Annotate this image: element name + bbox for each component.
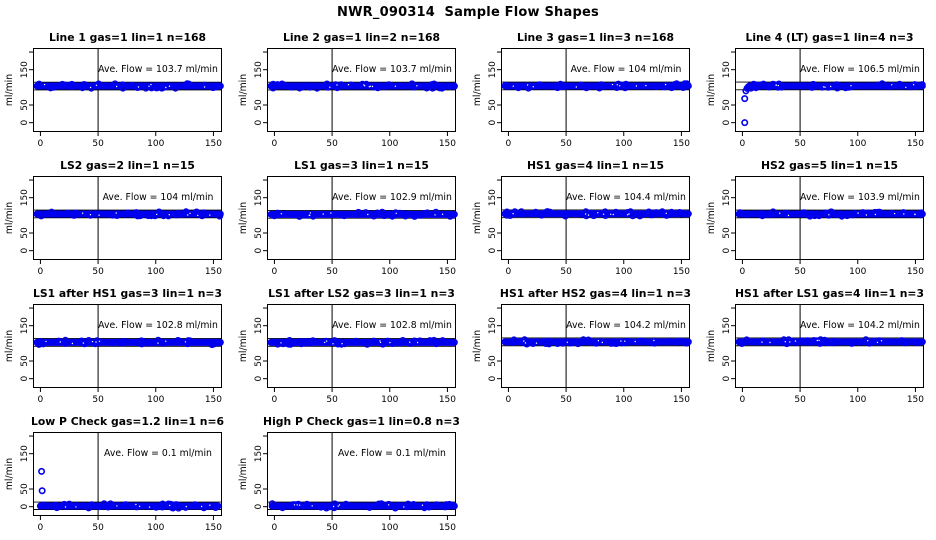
outlier-point bbox=[742, 96, 747, 101]
x-tick-label: 100 bbox=[381, 395, 399, 405]
ave-flow-annotation: Ave. Flow = 0.1 ml/min bbox=[338, 448, 446, 459]
y-axis-label: ml/min bbox=[238, 201, 249, 235]
y-tick-label: 0 bbox=[20, 375, 30, 382]
band-speckle bbox=[372, 86, 373, 87]
band-speckle bbox=[434, 214, 435, 215]
y-tick-label: 50 bbox=[722, 355, 732, 367]
y-tick-label: 50 bbox=[722, 99, 732, 111]
x-tick-label: 0 bbox=[37, 139, 44, 149]
band-speckle bbox=[769, 342, 770, 343]
x-tick-label: 100 bbox=[147, 267, 165, 277]
band-speckle bbox=[116, 86, 117, 87]
band-speckle bbox=[297, 504, 298, 505]
y-tick-label: 50 bbox=[488, 99, 498, 111]
band-speckle bbox=[99, 341, 100, 342]
band-speckle bbox=[186, 506, 187, 507]
band-speckle bbox=[613, 214, 614, 215]
x-tick-label: 150 bbox=[906, 267, 925, 277]
band-speckle bbox=[135, 504, 136, 505]
band-speckle bbox=[116, 505, 117, 506]
y-tick-label: 150 bbox=[254, 189, 264, 207]
band-speckle bbox=[169, 86, 170, 87]
flow-panel-hs1 bbox=[468, 156, 702, 284]
y-tick-label: 50 bbox=[488, 227, 498, 239]
band-speckle bbox=[83, 342, 84, 343]
x-tick-label: 100 bbox=[615, 139, 633, 149]
y-tick-label: 150 bbox=[254, 317, 264, 335]
ave-flow-annotation: Ave. Flow = 104.2 ml/min bbox=[566, 320, 686, 331]
panel-title: LS1 gas=3 lin=1 n=15 bbox=[294, 159, 429, 172]
band-speckle bbox=[138, 86, 139, 87]
y-tick-label: 0 bbox=[254, 247, 264, 254]
band-speckle bbox=[536, 343, 537, 344]
x-tick-label: 100 bbox=[615, 395, 633, 405]
band-speckle bbox=[417, 342, 418, 343]
band-speckle bbox=[90, 87, 91, 88]
band-speckle bbox=[645, 85, 646, 86]
flow-panel-hs1-after-ls1 bbox=[702, 284, 936, 412]
panel-title: Line 4 (LT) gas=1 lin=4 n=3 bbox=[745, 31, 914, 44]
band-speckle bbox=[761, 341, 762, 342]
band-speckle bbox=[635, 341, 636, 342]
y-tick-label: 50 bbox=[488, 355, 498, 367]
ave-flow-annotation: Ave. Flow = 102.8 ml/min bbox=[332, 320, 452, 331]
band-speckle bbox=[628, 213, 629, 214]
ave-flow-annotation: Ave. Flow = 102.8 ml/min bbox=[98, 320, 218, 331]
band-speckle bbox=[789, 341, 790, 342]
band-speckle bbox=[95, 341, 96, 342]
y-tick-label: 0 bbox=[254, 375, 264, 382]
band-speckle bbox=[817, 340, 818, 341]
y-tick-label: 0 bbox=[722, 119, 732, 126]
band-speckle bbox=[82, 213, 83, 214]
y-axis-label: ml/min bbox=[4, 73, 15, 107]
y-tick-label: 0 bbox=[254, 503, 264, 510]
x-tick-label: 0 bbox=[739, 139, 746, 149]
x-tick-label: 0 bbox=[505, 139, 512, 149]
y-tick-label: 0 bbox=[722, 375, 732, 382]
band-speckle bbox=[116, 212, 117, 213]
flow-panel-line4-lt bbox=[702, 28, 936, 156]
outlier-point bbox=[39, 488, 44, 493]
band-speckle bbox=[187, 214, 188, 215]
band-speckle bbox=[785, 341, 786, 342]
band-speckle bbox=[857, 212, 858, 213]
x-tick-label: 50 bbox=[326, 395, 338, 405]
band-speckle bbox=[380, 342, 381, 343]
x-tick-label: 100 bbox=[381, 267, 399, 277]
panel-title: LS1 after LS2 gas=3 lin=1 n=3 bbox=[268, 287, 455, 300]
band-speckle bbox=[312, 505, 313, 506]
x-tick-label: 0 bbox=[739, 267, 746, 277]
band-speckle bbox=[513, 86, 514, 87]
band-speckle bbox=[339, 504, 340, 505]
page-title: NWR_090314 Sample Flow Shapes bbox=[337, 5, 599, 20]
x-tick-label: 50 bbox=[560, 139, 572, 149]
band-speckle bbox=[204, 86, 205, 87]
band-speckle bbox=[367, 214, 368, 215]
band-speckle bbox=[823, 86, 824, 87]
y-tick-label: 150 bbox=[722, 189, 732, 207]
y-tick-label: 50 bbox=[254, 227, 264, 239]
x-tick-label: 150 bbox=[672, 267, 691, 277]
x-tick-label: 150 bbox=[438, 395, 457, 405]
band-speckle bbox=[75, 506, 76, 507]
y-tick-label: 50 bbox=[722, 227, 732, 239]
y-axis-label: ml/min bbox=[706, 201, 717, 235]
x-tick-label: 100 bbox=[849, 395, 867, 405]
band-speckle bbox=[294, 504, 295, 505]
band-speckle bbox=[341, 343, 342, 344]
x-tick-label: 50 bbox=[326, 139, 338, 149]
band-speckle bbox=[603, 214, 604, 215]
x-tick-label: 100 bbox=[849, 267, 867, 277]
y-tick-label: 150 bbox=[20, 189, 30, 207]
y-tick-label: 150 bbox=[488, 61, 498, 79]
x-tick-label: 50 bbox=[794, 267, 806, 277]
panel-title: HS2 gas=5 lin=1 n=15 bbox=[760, 159, 899, 172]
flow-panel-line3 bbox=[468, 28, 702, 156]
band-speckle bbox=[891, 84, 892, 85]
x-tick-label: 100 bbox=[147, 139, 165, 149]
band-speckle bbox=[90, 214, 91, 215]
x-tick-label: 150 bbox=[204, 267, 223, 277]
band-speckle bbox=[612, 84, 613, 85]
band-speckle bbox=[395, 86, 396, 87]
band-speckle bbox=[309, 215, 310, 216]
ave-flow-annotation: Ave. Flow = 104 ml/min bbox=[102, 192, 214, 203]
band-speckle bbox=[326, 340, 327, 341]
x-tick-label: 50 bbox=[560, 395, 572, 405]
x-tick-label: 50 bbox=[326, 523, 338, 533]
y-tick-label: 50 bbox=[20, 227, 30, 239]
band-speckle bbox=[588, 214, 589, 215]
x-tick-label: 150 bbox=[906, 139, 925, 149]
band-speckle bbox=[149, 506, 150, 507]
band-speckle bbox=[828, 214, 829, 215]
y-axis-label: ml/min bbox=[472, 329, 483, 363]
y-axis-label: ml/min bbox=[4, 201, 15, 235]
panel-title: LS1 after HS1 gas=3 lin=1 n=3 bbox=[33, 287, 222, 300]
band-speckle bbox=[148, 86, 149, 87]
band-speckle bbox=[913, 84, 914, 85]
band-speckle bbox=[620, 340, 621, 341]
band-speckle bbox=[627, 214, 628, 215]
band-speckle bbox=[775, 84, 776, 85]
band-speckle bbox=[602, 342, 603, 343]
band-speckle bbox=[388, 504, 389, 505]
x-tick-label: 50 bbox=[794, 139, 806, 149]
flow-panel-line2 bbox=[234, 28, 468, 156]
panel-title: Low P Check gas=1.2 lin=1 n=6 bbox=[31, 415, 224, 428]
flow-panel-hs1-after-hs2 bbox=[468, 284, 702, 412]
band-speckle bbox=[512, 213, 513, 214]
band-speckle bbox=[624, 341, 625, 342]
flow-panel-ls1 bbox=[234, 156, 468, 284]
band-speckle bbox=[332, 343, 333, 344]
y-axis-label: ml/min bbox=[238, 73, 249, 107]
band-speckle bbox=[778, 85, 779, 86]
y-tick-label: 50 bbox=[20, 355, 30, 367]
y-tick-label: 150 bbox=[20, 317, 30, 335]
band-speckle bbox=[533, 86, 534, 87]
panel-title: LS2 gas=2 lin=1 n=15 bbox=[60, 159, 195, 172]
band-speckle bbox=[598, 340, 599, 341]
x-tick-label: 0 bbox=[505, 267, 512, 277]
ave-flow-annotation: Ave. Flow = 104.4 ml/min bbox=[566, 192, 686, 203]
y-axis-label: ml/min bbox=[706, 329, 717, 363]
y-tick-label: 50 bbox=[20, 483, 30, 495]
x-tick-label: 150 bbox=[438, 267, 457, 277]
x-tick-label: 0 bbox=[37, 523, 44, 533]
x-tick-label: 0 bbox=[271, 267, 278, 277]
x-tick-label: 150 bbox=[906, 395, 925, 405]
x-tick-label: 150 bbox=[438, 139, 457, 149]
band-speckle bbox=[576, 86, 577, 87]
band-speckle bbox=[92, 341, 93, 342]
band-speckle bbox=[914, 214, 915, 215]
y-tick-label: 50 bbox=[20, 99, 30, 111]
flow-panel-line1 bbox=[0, 28, 234, 156]
band-speckle bbox=[369, 86, 370, 87]
y-tick-label: 0 bbox=[20, 503, 30, 510]
y-axis-label: ml/min bbox=[706, 73, 717, 107]
x-tick-label: 0 bbox=[271, 523, 278, 533]
band-speckle bbox=[597, 212, 598, 213]
band-speckle bbox=[666, 213, 667, 214]
band-speckle bbox=[416, 85, 417, 86]
band-speckle bbox=[363, 84, 364, 85]
y-axis-label: ml/min bbox=[238, 457, 249, 491]
band-speckle bbox=[338, 505, 339, 506]
band-speckle bbox=[894, 213, 895, 214]
y-tick-label: 0 bbox=[488, 119, 498, 126]
flow-panel-ls2 bbox=[0, 156, 234, 284]
y-tick-label: 150 bbox=[254, 445, 264, 463]
x-tick-label: 150 bbox=[204, 395, 223, 405]
band-speckle bbox=[370, 86, 371, 87]
y-tick-label: 0 bbox=[254, 119, 264, 126]
outlier-point bbox=[39, 469, 44, 474]
band-speckle bbox=[348, 84, 349, 85]
band-speckle bbox=[169, 214, 170, 215]
band-speckle bbox=[60, 341, 61, 342]
band-speckle bbox=[45, 341, 46, 342]
band-speckle bbox=[396, 213, 397, 214]
y-tick-label: 150 bbox=[488, 317, 498, 335]
y-tick-label: 50 bbox=[254, 99, 264, 111]
band-speckle bbox=[336, 84, 337, 85]
panel-title: Line 2 gas=1 lin=2 n=168 bbox=[282, 31, 441, 44]
band-speckle bbox=[310, 212, 311, 213]
band-speckle bbox=[818, 340, 819, 341]
band-speckle bbox=[875, 214, 876, 215]
band-speckle bbox=[209, 214, 210, 215]
panel-title: Line 3 gas=1 lin=3 n=168 bbox=[516, 31, 675, 44]
x-tick-label: 150 bbox=[672, 395, 691, 405]
band-speckle bbox=[197, 215, 198, 216]
band-speckle bbox=[324, 342, 325, 343]
x-tick-label: 50 bbox=[560, 267, 572, 277]
band-speckle bbox=[44, 84, 45, 85]
y-axis-label: ml/min bbox=[238, 329, 249, 363]
x-tick-label: 150 bbox=[204, 523, 223, 533]
y-tick-label: 150 bbox=[722, 61, 732, 79]
x-tick-label: 100 bbox=[849, 139, 867, 149]
band-speckle bbox=[157, 342, 158, 343]
x-tick-label: 100 bbox=[147, 395, 165, 405]
ave-flow-annotation: Ave. Flow = 104 ml/min bbox=[570, 64, 682, 75]
y-tick-label: 0 bbox=[488, 247, 498, 254]
band-speckle bbox=[150, 84, 151, 85]
y-tick-label: 150 bbox=[254, 61, 264, 79]
ave-flow-annotation: Ave. Flow = 106.5 ml/min bbox=[800, 64, 920, 75]
y-tick-label: 0 bbox=[20, 119, 30, 126]
band-speckle bbox=[795, 340, 796, 341]
panel-title: HS1 gas=4 lin=1 n=15 bbox=[526, 159, 665, 172]
band-speckle bbox=[610, 214, 611, 215]
band-speckle bbox=[665, 84, 666, 85]
x-tick-label: 50 bbox=[92, 523, 104, 533]
x-tick-label: 100 bbox=[147, 523, 165, 533]
flow-panel-hs2 bbox=[702, 156, 936, 284]
band-speckle bbox=[96, 85, 97, 86]
x-tick-label: 0 bbox=[271, 139, 278, 149]
ave-flow-annotation: Ave. Flow = 104.2 ml/min bbox=[800, 320, 920, 331]
x-tick-label: 150 bbox=[672, 139, 691, 149]
flow-panel-ls1-after-hs1 bbox=[0, 284, 234, 412]
y-tick-label: 150 bbox=[722, 317, 732, 335]
y-tick-label: 0 bbox=[722, 247, 732, 254]
band-speckle bbox=[139, 506, 140, 507]
band-speckle bbox=[165, 87, 166, 88]
band-speckle bbox=[389, 342, 390, 343]
band-speckle bbox=[65, 506, 66, 507]
band-speckle bbox=[185, 341, 186, 342]
band-speckle bbox=[788, 215, 789, 216]
panel-title: HS1 after HS2 gas=4 lin=1 n=3 bbox=[499, 287, 692, 300]
band-speckle bbox=[567, 342, 568, 343]
ave-flow-annotation: Ave. Flow = 103.7 ml/min bbox=[332, 64, 452, 75]
band-speckle bbox=[169, 505, 170, 506]
band-speckle bbox=[189, 213, 190, 214]
panel-title: Line 1 gas=1 lin=1 n=168 bbox=[48, 31, 207, 44]
band-speckle bbox=[881, 340, 882, 341]
band-speckle bbox=[877, 342, 878, 343]
band-speckle bbox=[442, 214, 443, 215]
band-speckle bbox=[824, 87, 825, 88]
band-speckle bbox=[280, 342, 281, 343]
x-tick-label: 100 bbox=[381, 139, 399, 149]
ave-flow-annotation: Ave. Flow = 103.7 ml/min bbox=[98, 64, 218, 75]
x-tick-label: 50 bbox=[326, 267, 338, 277]
x-tick-label: 100 bbox=[615, 267, 633, 277]
band-speckle bbox=[72, 343, 73, 344]
y-tick-label: 150 bbox=[488, 189, 498, 207]
x-tick-label: 0 bbox=[37, 395, 44, 405]
band-speckle bbox=[527, 84, 528, 85]
ave-flow-annotation: Ave. Flow = 103.9 ml/min bbox=[800, 192, 920, 203]
x-tick-label: 0 bbox=[739, 395, 746, 405]
x-tick-label: 50 bbox=[794, 395, 806, 405]
band-speckle bbox=[523, 340, 524, 341]
panel-title: HS1 after LS1 gas=4 lin=1 n=3 bbox=[735, 287, 924, 300]
band-speckle bbox=[585, 213, 586, 214]
band-speckle bbox=[850, 85, 851, 86]
y-tick-label: 50 bbox=[254, 355, 264, 367]
x-tick-label: 50 bbox=[92, 267, 104, 277]
x-tick-label: 0 bbox=[37, 267, 44, 277]
y-tick-label: 150 bbox=[20, 61, 30, 79]
band-speckle bbox=[409, 342, 410, 343]
x-tick-label: 150 bbox=[204, 139, 223, 149]
flow-panel-ls1-after-ls2 bbox=[234, 284, 468, 412]
y-axis-label: ml/min bbox=[472, 201, 483, 235]
band-speckle bbox=[903, 213, 904, 214]
flow-panel-low-p-check bbox=[0, 412, 234, 540]
band-speckle bbox=[830, 86, 831, 87]
band-speckle bbox=[201, 506, 202, 507]
band-speckle bbox=[165, 341, 166, 342]
panel-grid bbox=[0, 28, 936, 540]
y-axis-label: ml/min bbox=[4, 457, 15, 491]
band-speckle bbox=[905, 87, 906, 88]
x-tick-label: 150 bbox=[438, 523, 457, 533]
panel-title: High P Check gas=1 lin=0.8 n=3 bbox=[263, 415, 460, 428]
band-speckle bbox=[281, 213, 282, 214]
y-tick-label: 150 bbox=[20, 445, 30, 463]
x-tick-label: 0 bbox=[505, 395, 512, 405]
band-speckle bbox=[422, 505, 423, 506]
band-speckle bbox=[323, 213, 324, 214]
band-speckle bbox=[636, 85, 637, 86]
x-tick-label: 50 bbox=[92, 139, 104, 149]
outlier-point bbox=[742, 120, 747, 125]
band-speckle bbox=[329, 87, 330, 88]
band-speckle bbox=[779, 213, 780, 214]
band-speckle bbox=[866, 214, 867, 215]
x-tick-label: 50 bbox=[92, 395, 104, 405]
band-speckle bbox=[525, 342, 526, 343]
band-speckle bbox=[619, 85, 620, 86]
x-tick-label: 100 bbox=[381, 523, 399, 533]
band-speckle bbox=[617, 84, 618, 85]
x-tick-label: 0 bbox=[271, 395, 278, 405]
ave-flow-annotation: Ave. Flow = 102.9 ml/min bbox=[332, 192, 452, 203]
band-speckle bbox=[403, 506, 404, 507]
ave-flow-annotation: Ave. Flow = 0.1 ml/min bbox=[104, 448, 212, 459]
band-speckle bbox=[653, 340, 654, 341]
flow-panel-high-p-check bbox=[234, 412, 468, 540]
band-speckle bbox=[156, 214, 157, 215]
band-speckle bbox=[98, 215, 99, 216]
band-speckle bbox=[379, 340, 380, 341]
y-axis-label: ml/min bbox=[472, 73, 483, 107]
y-tick-label: 0 bbox=[20, 247, 30, 254]
band-speckle bbox=[333, 506, 334, 507]
band-speckle bbox=[209, 505, 210, 506]
band-speckle bbox=[299, 505, 300, 506]
band-speckle bbox=[330, 212, 331, 213]
y-axis-label: ml/min bbox=[4, 329, 15, 363]
y-tick-label: 50 bbox=[254, 483, 264, 495]
band-speckle bbox=[867, 340, 868, 341]
y-tick-label: 0 bbox=[488, 375, 498, 382]
